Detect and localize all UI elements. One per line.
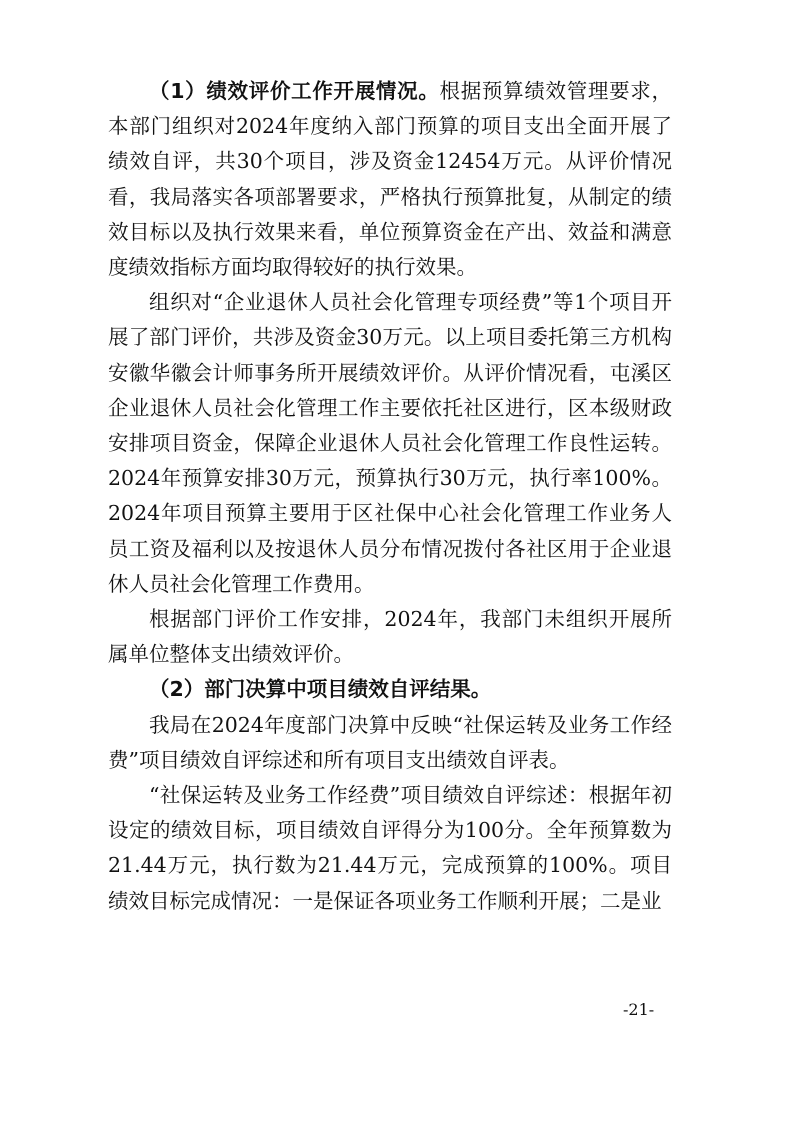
paragraph-text: 根据预算绩效管理要求，本部门组织对2024年度纳入部门预算的项目支出全面开展了绩效自评，共30个项目，涉及资金12454万元。从评价情况看，我局落实各项部署要求，严格执行预算批复，从制定的绩效目标以及执行效果来看，单位预算资金在产出、效益和满意度绩效指标方面均取得较好的执行效果。 — [108, 79, 673, 280]
paragraph-heading: （1）绩效评价工作开展情况。 — [149, 79, 440, 103]
page-number: -21- — [623, 1000, 655, 1019]
paragraph-project-summary: “社保运转及业务工作经费”项目绩效自评综述：根据年初设定的绩效目标，项目绩效自评得分为100分。全年预算数为21.44万元，执行数为21.44万元，完成预算的100%。项目绩效目标完成情况：一是保证各项业务工作顺利开展；二是业 — [108, 783, 672, 913]
paragraph-department-evaluation: 组织对“企业退休人员社会化管理专项经费”等1个项目开展了部门评价，共涉及资金30万元。以上项目委托第三方机构安徽华徽会计师事务所开展绩效评价。从评价情况看，屯溪区企业退休人员社会化管理工作主要依托社区进行，区本级财政安排项目资金，保障企业退休人员社会化管理工作良性运转。2024年预算安排30万元，预算执行30万元，执行率100%。2024年项目预算主要用于区社保中心社会化管理工作业务人员工资及福利以及按退休人员分布情况拨付各社区用于企业退休人员社会化管理工作费用。 — [108, 290, 672, 596]
paragraph-unit-evaluation: 根据部门评价工作安排，2024年，我部门未组织开展所属单位整体支出绩效评价。 — [108, 607, 672, 667]
paragraph-performance-evaluation — [108, 74, 672, 285]
paragraph-final-accounts: 我局在2024年度部门决算中反映“社保运转及业务工作经费”项目绩效自评综述和所有项目支出绩效自评表。 — [108, 712, 672, 772]
section-heading-self-evaluation-results: （2）部门决算中项目绩效自评结果。 — [149, 677, 492, 702]
document-body — [108, 74, 672, 919]
